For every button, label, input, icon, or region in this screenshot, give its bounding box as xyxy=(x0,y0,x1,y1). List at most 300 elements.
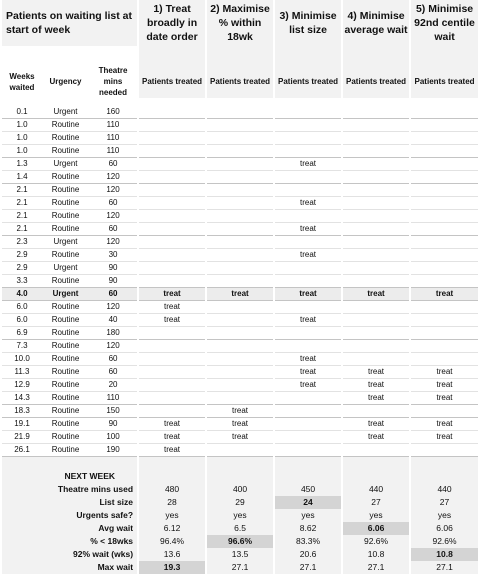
urgency-cell: Urgent xyxy=(42,106,89,119)
treat-cell xyxy=(342,262,410,275)
theatre-mins-cell: 20 xyxy=(89,379,138,392)
summary-row xyxy=(2,561,478,574)
treat-cell: treat xyxy=(342,418,410,431)
treat-cell xyxy=(138,197,206,210)
weeks-waited-cell: 12.9 xyxy=(2,379,42,392)
patients-treated-header: Patients treated xyxy=(410,65,478,98)
summary-label: Theatre mins used xyxy=(2,483,138,496)
summary-label: List size xyxy=(2,496,138,509)
weeks-waited-cell: 6.0 xyxy=(2,314,42,327)
treat-cell xyxy=(342,301,410,314)
summary-value: 28 xyxy=(138,496,206,509)
weeks-waited-cell: 1.0 xyxy=(2,119,42,132)
scenario-5-title: 5) Minimise 92nd centile wait xyxy=(410,0,478,46)
treat-cell xyxy=(138,158,206,171)
summary-value: yes xyxy=(138,509,206,522)
urgency-cell: Routine xyxy=(42,223,89,236)
treat-cell: treat xyxy=(274,366,342,379)
summary-value: 13.6 xyxy=(138,548,206,561)
summary-value: 29 xyxy=(206,496,274,509)
treat-cell xyxy=(206,366,274,379)
treat-cell xyxy=(342,210,410,223)
treat-cell xyxy=(274,145,342,158)
theatre-mins-cell: 90 xyxy=(89,418,138,431)
summary-value: 13.5 xyxy=(206,548,274,561)
treat-cell xyxy=(274,119,342,132)
treat-cell: treat xyxy=(138,444,206,457)
treat-cell xyxy=(206,379,274,392)
treat-cell: treat xyxy=(138,301,206,314)
treat-cell xyxy=(206,184,274,197)
urgency-cell: Routine xyxy=(42,353,89,366)
weeks-waited-cell: 2.3 xyxy=(2,236,42,249)
waiting-list-title: Patients on waiting list at start of week xyxy=(2,0,138,46)
patient-row xyxy=(2,210,478,223)
treat-cell xyxy=(410,171,478,184)
treat-cell xyxy=(138,132,206,145)
summary-label: 92% wait (wks) xyxy=(2,548,138,561)
treat-cell xyxy=(206,314,274,327)
summary-label: Urgents safe? xyxy=(2,509,138,522)
theatre-mins-cell: 120 xyxy=(89,236,138,249)
treat-cell xyxy=(274,405,342,418)
summary-value: 27.1 xyxy=(206,561,274,574)
urgency-cell: Routine xyxy=(42,314,89,327)
treat-cell: treat xyxy=(274,353,342,366)
treat-cell xyxy=(410,132,478,145)
treat-cell xyxy=(342,275,410,288)
treat-cell xyxy=(274,106,342,119)
summary-value: 83.3% xyxy=(274,535,342,548)
summary-value: 27.1 xyxy=(274,561,342,574)
weeks-waited-cell: 6.9 xyxy=(2,327,42,340)
patient-row xyxy=(2,353,478,366)
patient-row xyxy=(2,236,478,249)
theatre-mins-cell: 110 xyxy=(89,132,138,145)
gap-row xyxy=(2,46,478,65)
treat-cell xyxy=(206,145,274,158)
summary-value: 6.5 xyxy=(206,522,274,535)
treat-cell xyxy=(410,314,478,327)
patients-treated-header: Patients treated xyxy=(342,65,410,98)
patient-row xyxy=(2,314,478,327)
treat-cell xyxy=(410,262,478,275)
treat-cell xyxy=(274,340,342,353)
summary-value: yes xyxy=(274,509,342,522)
treat-cell xyxy=(206,444,274,457)
summary-row xyxy=(2,548,478,561)
summary-label: % < 18wks xyxy=(2,535,138,548)
summary-value: 6.12 xyxy=(138,522,206,535)
theatre-mins-cell: 60 xyxy=(89,223,138,236)
weeks-waited-header: Weeks waited xyxy=(9,71,35,92)
summary-value: yes xyxy=(206,509,274,522)
treat-cell xyxy=(138,392,206,405)
urgency-cell: Routine xyxy=(42,210,89,223)
patient-row xyxy=(2,418,478,431)
urgency-cell: Routine xyxy=(42,327,89,340)
treat-cell: treat xyxy=(206,431,274,444)
theatre-mins-cell: 120 xyxy=(89,301,138,314)
treat-cell xyxy=(138,366,206,379)
urgency-header: Urgency xyxy=(49,77,82,86)
patients-treated-header: Patients treated xyxy=(206,65,274,98)
theatre-mins-cell: 60 xyxy=(89,197,138,210)
patient-row xyxy=(2,106,478,119)
treat-cell xyxy=(342,314,410,327)
urgency-cell: Routine xyxy=(42,379,89,392)
treat-cell xyxy=(342,106,410,119)
treat-cell xyxy=(410,145,478,158)
theatre-mins-cell: 120 xyxy=(89,340,138,353)
theatre-mins-cell: 150 xyxy=(89,405,138,418)
summary-value: 27 xyxy=(410,496,478,509)
summary-row xyxy=(2,496,478,509)
urgency-cell: Urgent xyxy=(42,288,89,301)
theatre-mins-header: Theatre mins needed xyxy=(98,66,128,97)
summary-value: 400 xyxy=(206,483,274,496)
patient-row xyxy=(2,340,478,353)
urgency-cell: Routine xyxy=(42,171,89,184)
urgency-cell: Urgent xyxy=(42,262,89,275)
theatre-mins-cell: 60 xyxy=(89,158,138,171)
treat-cell xyxy=(138,353,206,366)
treat-cell: treat xyxy=(410,392,478,405)
weeks-waited-cell: 18.3 xyxy=(2,405,42,418)
treat-cell xyxy=(274,132,342,145)
patient-row xyxy=(2,327,478,340)
treat-cell xyxy=(274,392,342,405)
theatre-mins-cell: 100 xyxy=(89,431,138,444)
patient-row xyxy=(2,275,478,288)
treat-cell xyxy=(410,275,478,288)
treat-cell xyxy=(206,236,274,249)
spacer-row xyxy=(2,98,478,106)
treat-cell xyxy=(342,145,410,158)
urgency-cell: Routine xyxy=(42,340,89,353)
treat-cell xyxy=(410,197,478,210)
treat-cell: treat xyxy=(342,288,410,301)
urgency-cell: Routine xyxy=(42,197,89,210)
summary-value: 19.3 xyxy=(138,561,206,574)
treat-cell xyxy=(206,353,274,366)
patient-row xyxy=(2,366,478,379)
patient-row xyxy=(2,431,478,444)
treat-cell xyxy=(206,340,274,353)
treat-cell xyxy=(138,262,206,275)
scenario-4-title: 4) Minimise average wait xyxy=(342,0,410,46)
treat-cell xyxy=(138,249,206,262)
treat-cell: treat xyxy=(206,418,274,431)
weeks-waited-cell: 7.3 xyxy=(2,340,42,353)
patient-row xyxy=(2,119,478,132)
treat-cell: treat xyxy=(410,366,478,379)
treat-cell xyxy=(274,171,342,184)
treat-cell xyxy=(206,106,274,119)
weeks-waited-cell: 4.0 xyxy=(2,288,42,301)
weeks-waited-cell: 1.3 xyxy=(2,158,42,171)
urgency-cell: Routine xyxy=(42,418,89,431)
scenario-2-title: 2) Maximise % within 18wk xyxy=(206,0,274,46)
patient-row xyxy=(2,145,478,158)
treat-cell xyxy=(410,184,478,197)
summary-value: 92.6% xyxy=(342,535,410,548)
summary-label: Max wait xyxy=(2,561,138,574)
summary-row xyxy=(2,483,478,496)
treat-cell xyxy=(138,223,206,236)
weeks-waited-cell: 2.9 xyxy=(2,262,42,275)
treat-cell xyxy=(410,340,478,353)
urgency-cell: Routine xyxy=(42,275,89,288)
summary-value: yes xyxy=(410,509,478,522)
summary-value: 20.6 xyxy=(274,548,342,561)
treat-cell xyxy=(206,262,274,275)
theatre-mins-cell: 40 xyxy=(89,314,138,327)
theatre-mins-cell: 110 xyxy=(89,119,138,132)
weeks-waited-cell: 21.9 xyxy=(2,431,42,444)
treat-cell: treat xyxy=(274,158,342,171)
column-header-row xyxy=(2,65,478,98)
treat-cell xyxy=(138,327,206,340)
weeks-waited-cell: 3.3 xyxy=(2,275,42,288)
urgency-cell: Urgent xyxy=(42,236,89,249)
summary-value: 27 xyxy=(342,496,410,509)
patient-row xyxy=(2,184,478,197)
treat-cell xyxy=(206,301,274,314)
treat-cell xyxy=(342,236,410,249)
treat-cell xyxy=(274,301,342,314)
treat-cell xyxy=(410,210,478,223)
treat-cell xyxy=(410,106,478,119)
summary-value: 450 xyxy=(274,483,342,496)
treat-cell: treat xyxy=(206,405,274,418)
treat-cell xyxy=(410,444,478,457)
title-row xyxy=(2,0,478,46)
patient-row xyxy=(2,171,478,184)
theatre-mins-cell: 60 xyxy=(89,353,138,366)
treat-cell xyxy=(138,210,206,223)
treat-cell xyxy=(342,171,410,184)
summary-value: 440 xyxy=(342,483,410,496)
treat-cell: treat xyxy=(342,431,410,444)
treat-cell xyxy=(206,392,274,405)
summary-row xyxy=(2,509,478,522)
treat-cell xyxy=(342,340,410,353)
treat-cell: treat xyxy=(410,431,478,444)
weeks-waited-cell: 2.1 xyxy=(2,197,42,210)
treat-cell: treat xyxy=(342,366,410,379)
weeks-waited-cell: 2.1 xyxy=(2,184,42,197)
treat-cell xyxy=(138,340,206,353)
treat-cell: treat xyxy=(206,288,274,301)
patient-row xyxy=(2,379,478,392)
treat-cell xyxy=(410,301,478,314)
treat-cell xyxy=(206,132,274,145)
urgency-cell: Routine xyxy=(42,405,89,418)
treat-cell xyxy=(274,444,342,457)
theatre-mins-cell: 30 xyxy=(89,249,138,262)
urgency-cell: Routine xyxy=(42,301,89,314)
treat-cell xyxy=(138,106,206,119)
summary-value: 10.8 xyxy=(410,548,478,561)
urgency-cell: Routine xyxy=(42,119,89,132)
urgency-cell: Routine xyxy=(42,249,89,262)
patient-row xyxy=(2,262,478,275)
treat-cell xyxy=(410,327,478,340)
summary-value: 6.06 xyxy=(342,522,410,535)
treat-cell: treat xyxy=(342,379,410,392)
summary-value: 27.1 xyxy=(410,561,478,574)
patient-row xyxy=(2,132,478,145)
treat-cell xyxy=(410,405,478,418)
theatre-mins-cell: 120 xyxy=(89,210,138,223)
weeks-waited-cell: 6.0 xyxy=(2,301,42,314)
treat-cell xyxy=(342,184,410,197)
treat-cell xyxy=(410,119,478,132)
patient-row xyxy=(2,197,478,210)
theatre-mins-cell: 110 xyxy=(89,392,138,405)
urgency-cell: Routine xyxy=(42,145,89,158)
scenario-1-title: 1) Treat broadly in date order xyxy=(138,0,206,46)
summary-label: Avg wait xyxy=(2,522,138,535)
weeks-waited-cell: 0.1 xyxy=(2,106,42,119)
weeks-waited-cell: 2.9 xyxy=(2,249,42,262)
patients-treated-header: Patients treated xyxy=(138,65,206,98)
weeks-waited-cell: 10.0 xyxy=(2,353,42,366)
theatre-mins-cell: 120 xyxy=(89,171,138,184)
treat-cell: treat xyxy=(274,379,342,392)
summary-value: 440 xyxy=(410,483,478,496)
theatre-mins-cell: 110 xyxy=(89,145,138,158)
urgency-cell: Routine xyxy=(42,366,89,379)
treat-cell xyxy=(342,249,410,262)
treat-cell xyxy=(206,158,274,171)
treat-cell xyxy=(274,431,342,444)
weeks-waited-cell: 14.3 xyxy=(2,392,42,405)
patient-row xyxy=(2,249,478,262)
treat-cell xyxy=(138,236,206,249)
patient-row xyxy=(2,392,478,405)
treat-cell xyxy=(342,405,410,418)
treat-cell: treat xyxy=(138,288,206,301)
waiting-list-table xyxy=(2,0,478,574)
patient-row xyxy=(2,444,478,457)
treat-cell xyxy=(410,223,478,236)
summary-row xyxy=(2,522,478,535)
weeks-waited-cell: 1.0 xyxy=(2,132,42,145)
treat-cell xyxy=(206,327,274,340)
treat-cell xyxy=(206,275,274,288)
weeks-waited-cell: 19.1 xyxy=(2,418,42,431)
treat-cell xyxy=(138,405,206,418)
treat-cell: treat xyxy=(138,431,206,444)
theatre-mins-cell: 160 xyxy=(89,106,138,119)
summary-value: 96.4% xyxy=(138,535,206,548)
summary-value: 8.62 xyxy=(274,522,342,535)
summary-value: 480 xyxy=(138,483,206,496)
urgency-cell: Urgent xyxy=(42,158,89,171)
weeks-waited-cell: 1.4 xyxy=(2,171,42,184)
treat-cell xyxy=(206,119,274,132)
treat-cell xyxy=(274,327,342,340)
theatre-mins-cell: 60 xyxy=(89,288,138,301)
treat-cell: treat xyxy=(138,418,206,431)
weeks-waited-cell: 2.1 xyxy=(2,210,42,223)
summary-value: 27.1 xyxy=(342,561,410,574)
summary-value: 24 xyxy=(274,496,342,509)
summary-spacer-row xyxy=(2,457,478,470)
theatre-mins-cell: 120 xyxy=(89,184,138,197)
treat-cell xyxy=(410,249,478,262)
treat-cell xyxy=(342,223,410,236)
theatre-mins-cell: 60 xyxy=(89,366,138,379)
treat-cell xyxy=(206,249,274,262)
treat-cell xyxy=(206,171,274,184)
treat-cell xyxy=(206,210,274,223)
treat-cell: treat xyxy=(138,314,206,327)
weeks-waited-cell: 2.1 xyxy=(2,223,42,236)
patient-row xyxy=(2,405,478,418)
treat-cell: treat xyxy=(274,288,342,301)
theatre-mins-cell: 90 xyxy=(89,262,138,275)
treat-cell xyxy=(138,119,206,132)
treat-cell xyxy=(410,236,478,249)
scenario-3-title: 3) Minimise list size xyxy=(274,0,342,46)
summary-value: 6.06 xyxy=(410,522,478,535)
patient-row xyxy=(2,223,478,236)
patient-row xyxy=(2,158,478,171)
treat-cell xyxy=(274,210,342,223)
treat-cell xyxy=(138,275,206,288)
treat-cell xyxy=(138,379,206,392)
weeks-waited-cell: 26.1 xyxy=(2,444,42,457)
treat-cell xyxy=(274,184,342,197)
treat-cell xyxy=(274,262,342,275)
urgency-cell: Routine xyxy=(42,431,89,444)
urgency-cell: Routine xyxy=(42,184,89,197)
treat-cell xyxy=(206,223,274,236)
treat-cell xyxy=(342,132,410,145)
theatre-mins-cell: 90 xyxy=(89,275,138,288)
treat-cell xyxy=(342,444,410,457)
weeks-waited-cell: 1.0 xyxy=(2,145,42,158)
theatre-mins-cell: 190 xyxy=(89,444,138,457)
treat-cell xyxy=(410,158,478,171)
urgency-cell: Routine xyxy=(42,392,89,405)
treat-cell: treat xyxy=(274,249,342,262)
treat-cell xyxy=(274,236,342,249)
patients-treated-header: Patients treated xyxy=(274,65,342,98)
weeks-waited-cell: 11.3 xyxy=(2,366,42,379)
summary-value: yes xyxy=(342,509,410,522)
treat-cell xyxy=(138,184,206,197)
summary-value: 96.6% xyxy=(206,535,274,548)
summary-value: 92.6% xyxy=(410,535,478,548)
treat-cell: treat xyxy=(274,314,342,327)
summary-row xyxy=(2,535,478,548)
treat-cell: treat xyxy=(274,223,342,236)
patient-row xyxy=(2,301,478,314)
treat-cell: treat xyxy=(274,197,342,210)
treat-cell xyxy=(342,158,410,171)
treat-cell: treat xyxy=(410,418,478,431)
treat-cell xyxy=(138,171,206,184)
treat-cell xyxy=(342,197,410,210)
treat-cell xyxy=(138,145,206,158)
treat-cell xyxy=(274,418,342,431)
treat-cell: treat xyxy=(342,392,410,405)
urgency-cell: Routine xyxy=(42,132,89,145)
